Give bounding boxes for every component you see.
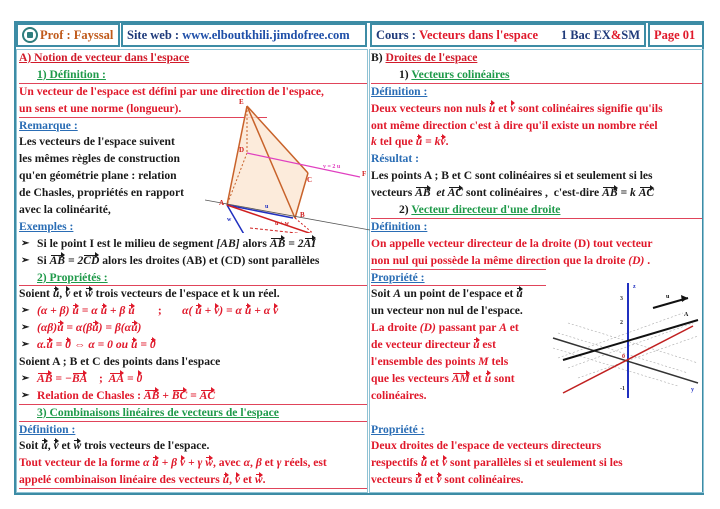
right-line xyxy=(371,455,702,472)
text: Définition : xyxy=(371,219,428,233)
right-content xyxy=(371,50,702,489)
text: Définition : xyxy=(371,84,428,98)
text: qu'en géométrie plane : relation xyxy=(19,169,177,183)
vector-symbol: u xyxy=(195,304,202,318)
right-line xyxy=(371,67,702,84)
left-line xyxy=(19,320,367,337)
math-text: (D) xyxy=(419,321,436,335)
text: colinéaires. xyxy=(371,388,427,402)
math-text: + β xyxy=(107,304,129,318)
text: respectifs xyxy=(371,456,421,470)
text: non nul qui possède la même direction que la droite xyxy=(371,253,629,267)
axis-z-label: z xyxy=(633,284,636,290)
vector-symbol: u xyxy=(244,304,252,318)
label-w: w xyxy=(227,217,232,223)
math-text: (α + β) xyxy=(37,304,73,318)
svg-text:-1: -1 xyxy=(620,386,625,392)
text: 1) Définition : xyxy=(37,67,106,81)
math-text: = 2 xyxy=(65,253,84,267)
text: est xyxy=(479,338,496,352)
math-text: ) xyxy=(137,321,142,335)
right-line xyxy=(371,134,702,151)
math-text: γ xyxy=(276,456,282,470)
left-line xyxy=(19,253,367,270)
math-text: + xyxy=(159,388,172,402)
vector-symbol: AI xyxy=(303,236,316,250)
vector-symbol: v xyxy=(441,456,448,470)
text: tels xyxy=(488,355,509,369)
math-text: + γ xyxy=(185,456,206,470)
text: sont colinéaires , c'est-dire xyxy=(463,186,603,200)
vector-symbol: v xyxy=(53,439,59,453)
vector-symbol: v xyxy=(214,304,220,318)
subsection-title: Vecteur directeur d'une droite xyxy=(411,203,561,217)
math-text: A xyxy=(393,287,401,301)
text: Deux droites de l'espace de vecteurs directeurs xyxy=(371,439,602,453)
text: et xyxy=(261,456,277,470)
text: et xyxy=(70,287,86,301)
vector-symbol: AB xyxy=(49,253,66,267)
vector-symbol: u xyxy=(473,338,480,352)
text: 2) Propriétés : xyxy=(37,270,108,284)
label-A: A xyxy=(219,199,225,207)
text: La droite xyxy=(371,321,420,335)
label-C: C xyxy=(307,176,313,184)
text: et xyxy=(495,101,511,115)
vector-symbol: AB xyxy=(37,371,53,385)
left-line xyxy=(19,236,367,253)
math-text: M xyxy=(478,355,489,369)
vector-symbol: BC xyxy=(171,388,188,402)
header-site xyxy=(121,23,367,47)
text: vecteurs xyxy=(371,473,416,487)
vector-symbol: w xyxy=(85,287,93,301)
vector-symbol: AC xyxy=(447,186,464,200)
math-text: = k xyxy=(422,135,441,149)
text: sont colinéaires. xyxy=(441,473,524,487)
right-line xyxy=(371,185,702,202)
pyramid-figure xyxy=(205,98,370,233)
text: Soit xyxy=(19,439,42,453)
left-line xyxy=(19,472,367,489)
text: un sens et une norme (longueur). xyxy=(19,101,182,115)
divider xyxy=(19,488,367,489)
section-number: 2) xyxy=(399,203,412,217)
level-amp: & xyxy=(610,27,622,42)
svg-text:2: 2 xyxy=(620,320,623,326)
math-text: ) = α xyxy=(219,304,245,318)
math-text: β xyxy=(255,456,262,470)
text: Propriété : xyxy=(371,270,425,284)
text: Définition : xyxy=(19,422,76,436)
prof-name: Prof : Fayssal xyxy=(40,27,114,42)
right-line xyxy=(371,438,702,455)
math-text: (αβ) xyxy=(37,321,58,335)
left-line xyxy=(19,371,367,388)
math-text: + α xyxy=(251,304,274,318)
text: Résultat : xyxy=(371,152,419,166)
vector-symbol: v xyxy=(65,287,71,301)
math-text: = xyxy=(137,338,150,352)
left-line xyxy=(19,337,367,354)
label-uw: u + w xyxy=(275,221,290,227)
vector-symbol: u xyxy=(57,321,64,335)
right-line xyxy=(371,118,702,135)
text: Tout vecteur de la forme xyxy=(19,456,143,470)
math-text: [AB] xyxy=(216,236,240,250)
right-line xyxy=(371,236,702,253)
text: les mêmes règles de construction xyxy=(19,152,180,166)
right-line xyxy=(371,50,702,67)
right-line xyxy=(371,472,702,489)
math-text: = α(β xyxy=(63,321,93,335)
right-line xyxy=(371,101,702,118)
text: . xyxy=(644,253,651,267)
text: Les points A ; B et C sont colinéaires si et seulement si les xyxy=(371,169,653,183)
text: et xyxy=(427,456,442,470)
math-text: = xyxy=(124,371,137,385)
math-text: = 2 xyxy=(285,236,304,250)
text: sont xyxy=(491,371,515,385)
text: Relation de Chasles : xyxy=(37,388,144,402)
text: Un vecteur de l'espace est défini par une direction de l'espace, xyxy=(19,84,324,98)
header-course xyxy=(370,23,646,47)
text: ont même direction c'est à dire qu'il existe un nombre réel xyxy=(371,118,658,132)
math-text: + β xyxy=(158,456,180,470)
vector-symbol: v xyxy=(436,473,442,487)
right-line xyxy=(371,168,702,185)
text: sont colinéaires signifie qu'ils xyxy=(515,101,663,115)
math-text: et xyxy=(430,186,448,200)
text: Propriété : xyxy=(371,422,425,436)
text: passant par xyxy=(435,321,500,335)
course-title: Vecteurs dans l'espace xyxy=(419,27,539,42)
text: et xyxy=(421,473,437,487)
text: et xyxy=(469,371,485,385)
vector-symbol: v xyxy=(440,135,446,149)
left-line xyxy=(19,354,367,371)
text: de vecteur directeur xyxy=(371,338,474,352)
text: A) Notion de vecteur dans l'espace xyxy=(19,51,190,64)
text: Les vecteurs de l'espace suivent xyxy=(19,135,175,149)
vector-symbol: 0 xyxy=(136,371,143,385)
text: appelé combinaison linéaire des vecteurs xyxy=(19,473,223,487)
text: ; xyxy=(87,371,109,385)
math-text: A xyxy=(499,321,507,335)
text: Exemples : xyxy=(19,219,74,233)
math-text: k xyxy=(371,135,377,149)
text: Soit xyxy=(371,287,394,301)
right-line xyxy=(371,219,702,236)
vector-symbol: BA xyxy=(71,371,88,385)
text: trois vecteurs de l'espace. xyxy=(81,439,210,453)
math-text: α( xyxy=(182,304,196,318)
left-line xyxy=(19,67,367,84)
label-E: E xyxy=(239,98,244,106)
left-line xyxy=(19,455,367,472)
text: Remarque : xyxy=(19,118,78,132)
text: un vecteur non nul de l'espace. xyxy=(371,304,523,318)
text: alors xyxy=(239,236,270,250)
math-text: α. xyxy=(37,338,47,352)
svg-text:3: 3 xyxy=(620,296,623,302)
label-u: u xyxy=(265,204,269,210)
text: Droites de l'espace xyxy=(385,51,478,64)
text: et xyxy=(58,439,74,453)
text: Si le point I est le milieu de segment xyxy=(37,236,217,250)
left-line xyxy=(19,286,367,303)
axis-y-label: y xyxy=(691,387,694,393)
text: trois vecteurs de l'espace et k un réel. xyxy=(92,287,280,301)
vector-symbol: w xyxy=(205,456,213,470)
text: que les vecteurs xyxy=(371,371,452,385)
vector-symbol: AC xyxy=(638,186,655,200)
vector-symbol: u xyxy=(152,456,159,470)
left-line xyxy=(19,50,367,67)
right-line xyxy=(371,151,702,168)
left-line xyxy=(19,438,367,455)
text: , xyxy=(47,439,54,453)
text: un point de l'espace et xyxy=(400,287,517,301)
math-text: α xyxy=(142,456,153,470)
level-b: SM xyxy=(621,27,640,42)
vector-symbol: u xyxy=(484,371,492,385)
text: Soient A ; B et C des points dans l'espace xyxy=(19,355,221,369)
text: l'ensemble des points xyxy=(371,355,479,369)
site-url-link[interactable]: www.elboutkhili.jimdofree.com xyxy=(182,27,350,42)
vector-u-label: u xyxy=(666,294,670,300)
text: , xyxy=(250,456,256,470)
label-F: F xyxy=(362,170,367,178)
text: sont parallèles si et seulement si les xyxy=(447,456,623,470)
vector-symbol: AB xyxy=(602,186,618,200)
text: alors les droites (AB) et (CD) sont parallèles xyxy=(99,253,320,267)
vector-symbol: v xyxy=(234,473,241,487)
text: et xyxy=(506,321,519,335)
math-text: = k xyxy=(617,186,639,200)
header-page xyxy=(648,23,704,47)
point-A-label: A xyxy=(684,312,689,318)
text: avec la colinéarité, xyxy=(19,203,111,217)
math-text: + xyxy=(201,304,215,318)
text: 3) Combinaisons linéaires de vecteurs de l'espace xyxy=(37,405,279,419)
vector-symbol: u xyxy=(222,473,230,487)
text: réels, est xyxy=(281,456,327,470)
vector-symbol: v xyxy=(179,456,186,470)
vector-symbol: AM xyxy=(451,371,470,385)
vector-symbol: u xyxy=(131,338,138,352)
vector-symbol: u xyxy=(488,101,496,115)
vector-symbol: u xyxy=(92,321,99,335)
vector-symbol: w xyxy=(254,473,263,487)
math-text: ) = β(α xyxy=(98,321,132,335)
text: Deux vecteurs non nuls xyxy=(371,101,489,115)
svg-text:0: 0 xyxy=(622,354,625,360)
right-line xyxy=(371,422,702,439)
vector-symbol: v xyxy=(510,101,516,115)
vector-symbol: u xyxy=(415,473,422,487)
right-line xyxy=(371,405,702,422)
text: Si xyxy=(37,253,50,267)
section-number: B) xyxy=(371,51,386,64)
vector-symbol: v xyxy=(273,304,279,318)
label-D: D xyxy=(239,146,245,154)
line-in-space-figure xyxy=(548,278,703,398)
text: On appelle vecteur directeur de la droite (D) tout vecteur xyxy=(371,236,653,250)
vector-symbol: u xyxy=(415,135,423,149)
text: , xyxy=(229,473,235,487)
vector-symbol: u xyxy=(420,456,428,470)
teacher-logo-icon xyxy=(22,27,38,43)
left-line xyxy=(19,388,367,405)
text: et xyxy=(240,473,255,487)
vector-symbol: u xyxy=(52,287,60,301)
text: , xyxy=(59,287,66,301)
text: ; xyxy=(134,304,183,318)
subsection-title: Vecteurs colinéaires xyxy=(411,67,510,81)
vector-symbol: 0 xyxy=(149,338,156,352)
math-text: α xyxy=(243,456,251,470)
vector-symbol: u xyxy=(131,321,138,335)
text: Soient xyxy=(19,287,53,301)
vector-symbol: u xyxy=(46,338,53,352)
label-B: B xyxy=(300,211,305,219)
text: . xyxy=(445,135,449,149)
text: , avec xyxy=(213,456,244,470)
vector-symbol: AA xyxy=(108,371,125,385)
vector-symbol: u xyxy=(516,287,523,301)
left-line xyxy=(19,422,367,439)
course-label: Cours : xyxy=(376,27,420,42)
math-text: = xyxy=(52,338,66,352)
text: vecteurs xyxy=(371,186,416,200)
level-a: 1 Bac EX xyxy=(560,27,611,42)
right-line xyxy=(371,202,702,219)
left-line xyxy=(19,405,367,422)
math-text: = − xyxy=(52,371,72,385)
vector-symbol: AB xyxy=(269,236,286,250)
site-label: Site web : xyxy=(127,27,183,42)
vector-symbol: u xyxy=(41,439,48,453)
section-number: 1) xyxy=(399,67,412,81)
header-prof xyxy=(16,23,120,47)
math-text: ⇔ α = 0 ou xyxy=(70,338,132,352)
text: tel que xyxy=(376,135,416,149)
right-line xyxy=(371,84,702,101)
vector-symbol: u xyxy=(100,304,108,318)
vector-symbol: u xyxy=(128,304,135,318)
text: de Chasles, propriétés en rapport xyxy=(19,186,184,200)
vector-symbol: 0 xyxy=(65,338,71,352)
math-text: = xyxy=(187,388,200,402)
left-line xyxy=(19,270,367,287)
vector-symbol: AC xyxy=(199,388,216,402)
label-v2u: v = 2 u xyxy=(323,164,341,170)
right-line xyxy=(371,253,702,270)
vector-symbol: AB xyxy=(415,186,431,200)
left-line xyxy=(19,303,367,320)
text: . xyxy=(262,473,266,487)
vector-symbol: CD xyxy=(83,253,100,267)
math-text: (D) xyxy=(628,253,645,267)
math-text: = α xyxy=(78,304,101,318)
page-number: Page 01 xyxy=(654,27,696,42)
vector-symbol: AB xyxy=(143,388,160,402)
vector-symbol: w xyxy=(73,439,82,453)
vector-symbol: u xyxy=(72,304,79,318)
